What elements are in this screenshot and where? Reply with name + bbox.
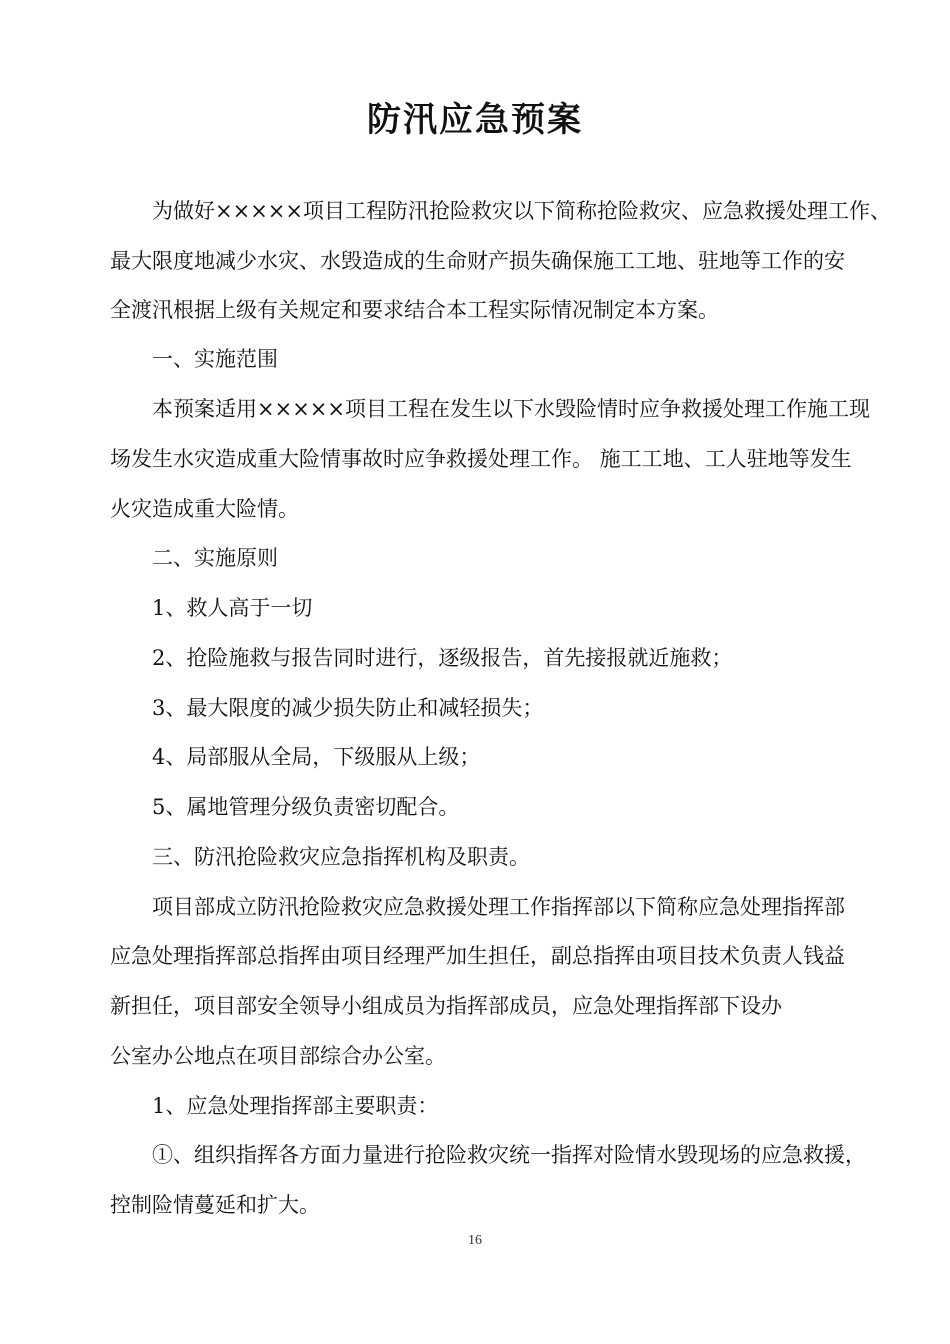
subsection-heading: 1、应急处理指挥部主要职责： <box>152 1094 439 1118</box>
paragraph-line: 应急处理指挥部总指挥由项目经理严加生担任，副总指挥由项目技术负责人钱益 <box>110 944 845 968</box>
paragraph-line: 最大限度地减少水灾、水毁造成的生命财产损失确保施工工地、驻地等工作的安 <box>110 249 845 273</box>
paragraph-line: 火灾造成重大险情。 <box>110 497 299 521</box>
section-heading: 三、防汛抢险救灾应急指挥机构及职责。 <box>152 845 530 869</box>
list-item: 3、最大限度的减少损失防止和减轻损失； <box>152 696 544 720</box>
paragraph-line: 本预案适用×××××项目工程在发生以下水毁险情时应争救援处理工作施工现 <box>152 397 870 421</box>
paragraph-line: 项目部成立防汛抢险救灾应急救援处理工作指挥部以下简称应急处理指挥部 <box>152 895 845 919</box>
paragraph-line: 新担任，项目部安全领导小组成员为指挥部成员，应急处理指挥部下设办 <box>110 994 782 1018</box>
list-item: 2、抢险施救与报告同时进行，逐级报告，首先接报就近施救； <box>152 646 733 670</box>
paragraph-line: 控制险情蔓延和扩大。 <box>110 1193 320 1217</box>
paragraph-line: 为做好×××××项目工程防汛抢险救灾以下简称抢险救灾、应急救援处理工作、 <box>152 199 891 223</box>
list-item: 1、救人高于一切 <box>152 596 313 620</box>
paragraph-line: 场发生水灾造成重大险情事故时应争救援处理工作。 施工工地、工人驻地等发生 <box>110 447 852 471</box>
list-item: 4、局部服从全局，下级服从上级； <box>152 745 481 769</box>
section-heading: 二、实施原则 <box>152 546 278 570</box>
list-item: 5、属地管理分级负责密切配合。 <box>152 795 460 819</box>
paragraph-line: 全渡汛根据上级有关规定和要求结合本工程实际情况制定本方案。 <box>110 298 719 322</box>
paragraph-line: ①、组织指挥各方面力量进行抢险救灾统一指挥对险情水毁现场的应急救援， <box>152 1143 866 1167</box>
section-heading: 一、实施范围 <box>152 347 278 371</box>
document-title: 防汛应急预案 <box>367 100 583 140</box>
paragraph-line: 公室办公地点在项目部综合办公室。 <box>110 1044 446 1068</box>
page-number: 16 <box>468 1233 482 1248</box>
